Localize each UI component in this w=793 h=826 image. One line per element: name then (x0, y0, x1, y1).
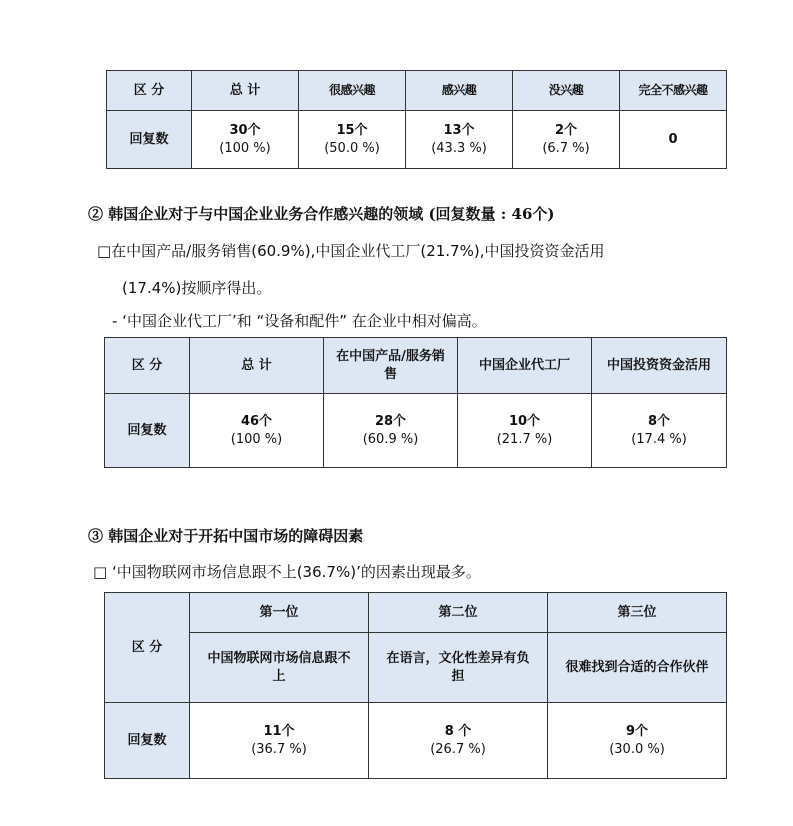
obstacle-table (104, 592, 727, 779)
header-not-interested: 没兴趣 (513, 71, 620, 111)
cell-rank-1: 11个 (36.7 %) (190, 703, 369, 779)
cell-total: 30个 (100 %) (192, 111, 299, 169)
header-category: 区 分 (105, 593, 190, 703)
header-not-at-all: 完全不感兴趣 (620, 71, 727, 111)
cell-very-interested: 15个 (50.0 %) (299, 111, 406, 169)
row-label: 回复数 (105, 703, 190, 779)
cell-not-at-all: 0 (620, 111, 727, 169)
cooperation-field-table (104, 337, 727, 468)
factor-rank-2: 在语言，文化性差异有负担 (369, 633, 548, 703)
interest-table (106, 70, 727, 169)
header-very-interested: 很感兴趣 (299, 71, 406, 111)
row-label: 回复数 (107, 111, 192, 169)
header-category: 区 分 (105, 338, 190, 394)
section2-summary-line1: □在中国产品/服务销售(60.9%),中国企业代工厂(21.7%),中国投资资金活用 (97, 242, 605, 260)
cell-product-sales: 28个 (60.9 %) (324, 394, 458, 468)
header-total: 总 计 (192, 71, 299, 111)
section2-note: - ‘中国企业代工厂’和 “设备和配件” 在企业中相对偏高。 (112, 312, 487, 330)
section3-summary-line1: □ ‘中国物联网市场信息跟不上(36.7%)’的因素出现最多。 (93, 563, 481, 581)
cell-rank-3: 9个 (30.0 %) (548, 703, 727, 779)
header-total: 总 计 (190, 338, 324, 394)
header-rank-3: 第三位 (548, 593, 727, 633)
cell-total: 46个 (100 %) (190, 394, 324, 468)
header-interested: 感兴趣 (406, 71, 513, 111)
header-category: 区 分 (107, 71, 192, 111)
cell-oem-factory: 10个 (21.7 %) (458, 394, 592, 468)
section2-heading: ② 韩国企业对于与中国企业业务合作感兴趣的领域 (回复数量 : 46个) (88, 205, 555, 223)
factor-rank-3: 很难找到合适的合作伙伴 (548, 633, 727, 703)
header-investment-funds: 中国投资资金活用 (592, 338, 727, 394)
cell-interested: 13个 (43.3 %) (406, 111, 513, 169)
factor-rank-1: 中国物联网市场信息跟不上 (190, 633, 369, 703)
header-oem-factory: 中国企业代工厂 (458, 338, 592, 394)
header-product-sales: 在中国产品/服务销售 (324, 338, 458, 394)
header-rank-1: 第一位 (190, 593, 369, 633)
section3-heading: ③ 韩国企业对于开拓中国市场的障碍因素 (88, 527, 364, 545)
row-label: 回复数 (105, 394, 190, 468)
cell-not-interested: 2个 (6.7 %) (513, 111, 620, 169)
cell-rank-2: 8 个 (26.7 %) (369, 703, 548, 779)
section2-summary-line2: (17.4%)按顺序得出。 (122, 279, 272, 297)
header-rank-2: 第二位 (369, 593, 548, 633)
cell-investment-funds: 8个 (17.4 %) (592, 394, 727, 468)
